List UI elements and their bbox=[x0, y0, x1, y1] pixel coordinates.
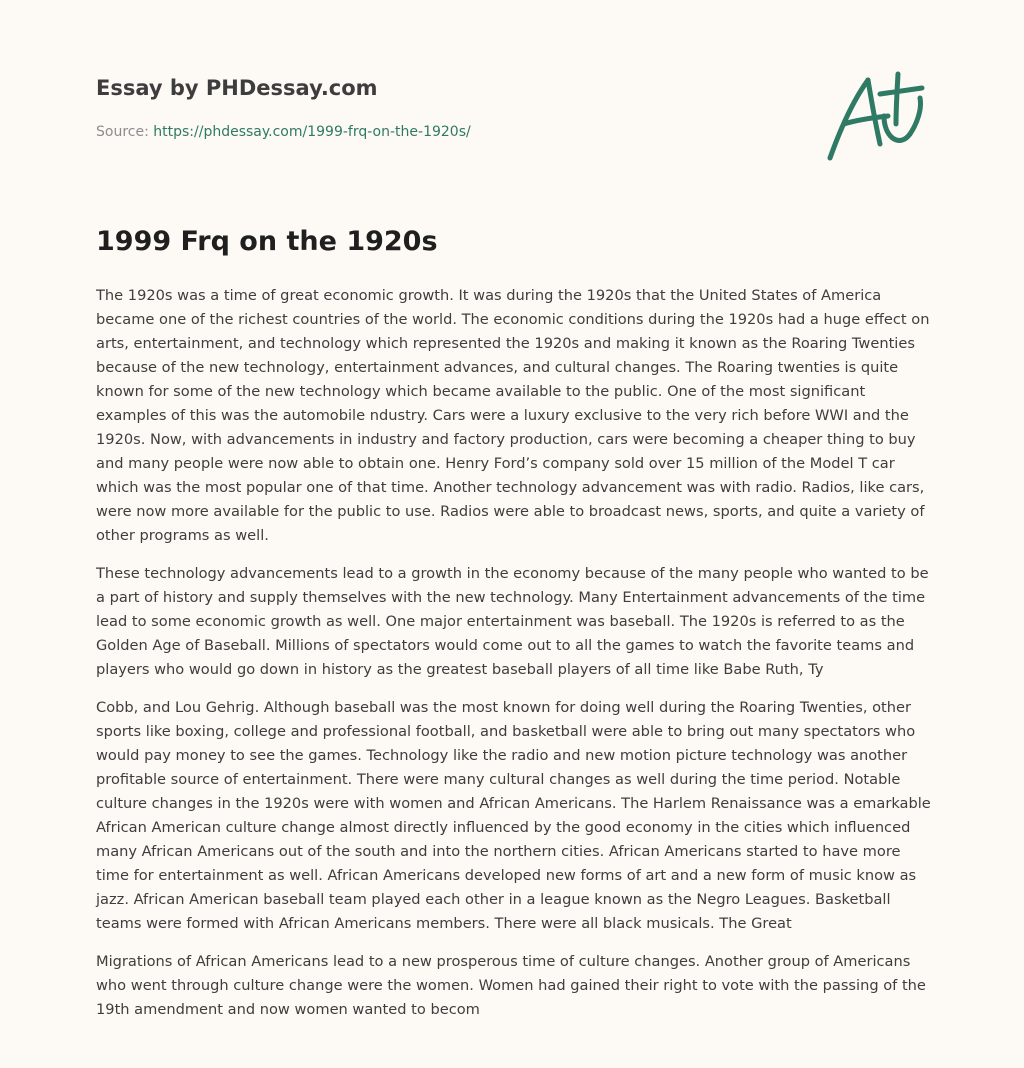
essay-paragraph: Cobb, and Lou Gehrig. Although baseball was the most known for doing well during the Roaring Twenties, other sports like boxing, college and professional football, and basketball were able to bring out many spectators who would pay money to see the games. Technology like the radio and new motion picture technology was another profitable source of entertainment. There were many cultural changes as well during the time period. Notable culture changes in the 1920s were with women and African Americans. The Harlem Renaissance was a emarkable African American culture change almost directly influenced by the good economy in the cities which influenced many African Americans out of the south and into the northern cities. African Americans started to have more time for entertainment as well. African Americans developed new forms of art and a new form of music know as jazz. African American baseball team played each other in a league known as the Negro Leagues. Basketball teams were formed with African Americans members. There were all black musicals. The Great bbox=[96, 699, 931, 932]
source-label: Source: bbox=[96, 124, 149, 140]
source-link[interactable]: https://phdessay.com/1999-frq-on-the-1920s/ bbox=[153, 124, 471, 140]
site-brand: Essay by PHDessay.com bbox=[96, 76, 378, 100]
source-line bbox=[96, 124, 471, 140]
essay-paragraph: The 1920s was a time of great economic growth. It was during the 1920s that the United States of America became one of the richest countries of the world. The economic conditions during the 1920s had a huge effect on arts, entertainment, and technology which represented the 1920s and making it known as the Roaring Twenties because of the new technology, entertainment advances, and cultural changes. The Roaring twenties is quite known for some of the new technology which became available to the public. One of the most significant examples of this was the automobile ndustry. Cars were a luxury exclusive to the very rich before WWI and the 1920s. Now, with advancements in industry and factory production, cars were becoming a cheaper thing to buy and many people were now able to obtain one. Henry Ford’s company sold over 15 million of the Model T car which was the most popular one of that time. Another technology advancement was with radio. Radios, like cars, were now more available for the public to use. Radios were able to broadcast news, sports, and quite a variety of other programs as well. bbox=[96, 287, 930, 544]
page-title: 1999 Frq on the 1920s bbox=[96, 226, 438, 257]
a-plus-grade-icon bbox=[822, 68, 930, 164]
essay-paragraph: Migrations of African Americans lead to a new prosperous time of culture changes. Another group of Americans who went through culture change were the women. Women had gained their right to vote with the passing of the 19th amendment and now women wanted to becom bbox=[96, 953, 926, 1018]
essay-paragraph: These technology advancements lead to a growth in the economy because of the many people who wanted to be a part of history and supply themselves with the new technology. Many Entertainment advancements of the time lead to some economic growth as well. One major entertainment was baseball. The 1920s is referred to as the Golden Age of Baseball. Millions of spectators would come out to all the games to watch the favorite teams and players who would go down in history as the greatest baseball players of all time like Babe Ruth, Ty bbox=[96, 565, 929, 678]
essay-body bbox=[96, 284, 932, 1036]
